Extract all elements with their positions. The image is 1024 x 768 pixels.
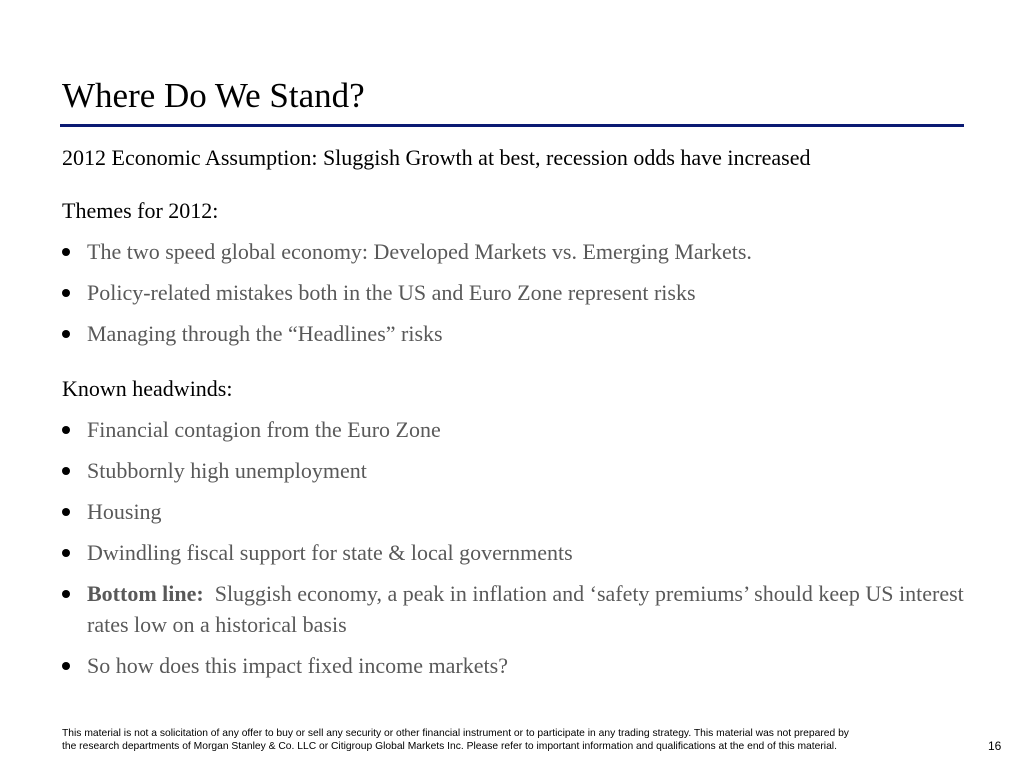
bullet-text: Housing [87,499,162,524]
themes-heading: Themes for 2012: [62,198,219,223]
footer-disclaimer [62,727,962,753]
bottom-line-label: Bottom line: [87,581,204,606]
bullet-text: Managing through the “Headlines” risks [87,321,443,346]
list-item [62,236,992,267]
bullet-text: Stubbornly high unemployment [87,458,367,483]
list-item-bottom-line [62,578,992,640]
slide-title: Where Do We Stand? [62,76,365,115]
list-item [62,414,992,445]
bullet-text: Policy-related mistakes both in the US and Euro Zone represent risks [87,280,696,305]
bullet-icon [62,508,70,516]
bullet-icon [62,662,70,670]
bullet-text: So how does this impact fixed income markets? [87,653,508,678]
bullet-icon [62,289,70,297]
economic-assumption: 2012 Economic Assumption: Sluggish Growth at best, recession odds have increased [62,145,811,170]
list-item [62,650,992,681]
themes-list [62,236,992,359]
headwinds-heading: Known headwinds: [62,376,233,401]
list-item [62,455,992,486]
list-item [62,496,992,527]
headwinds-list [62,414,992,691]
bullet-icon [62,248,70,256]
bottom-line-text: Sluggish economy, a peak in inflation and ‘safety premiums’ should keep US interest rates low on a historical basis [87,581,964,637]
bullet-icon [62,590,70,598]
page-number: 16 [988,739,1002,753]
bullet-icon [62,330,70,338]
bullet-text: The two speed global economy: Developed Markets vs. Emerging Markets. [87,239,752,264]
bullet-text: Financial contagion from the Euro Zone [87,417,441,442]
bullet-text: Dwindling fiscal support for state & local governments [87,540,573,565]
disclaimer-line: the research departments of Morgan Stanley & Co. LLC or Citigroup Global Markets Inc. Please refer to important information and qualifications at the end of this material. [62,741,837,752]
list-item [62,277,992,308]
disclaimer-line: This material is not a solicitation of any offer to buy or sell any security or other financial instrument or to participate in any trading strategy. This material was not prepared by [62,728,849,739]
bullet-icon [62,467,70,475]
list-item [62,537,992,568]
list-item [62,318,992,349]
title-divider [60,124,964,127]
bullet-icon [62,426,70,434]
bullet-icon [62,549,70,557]
